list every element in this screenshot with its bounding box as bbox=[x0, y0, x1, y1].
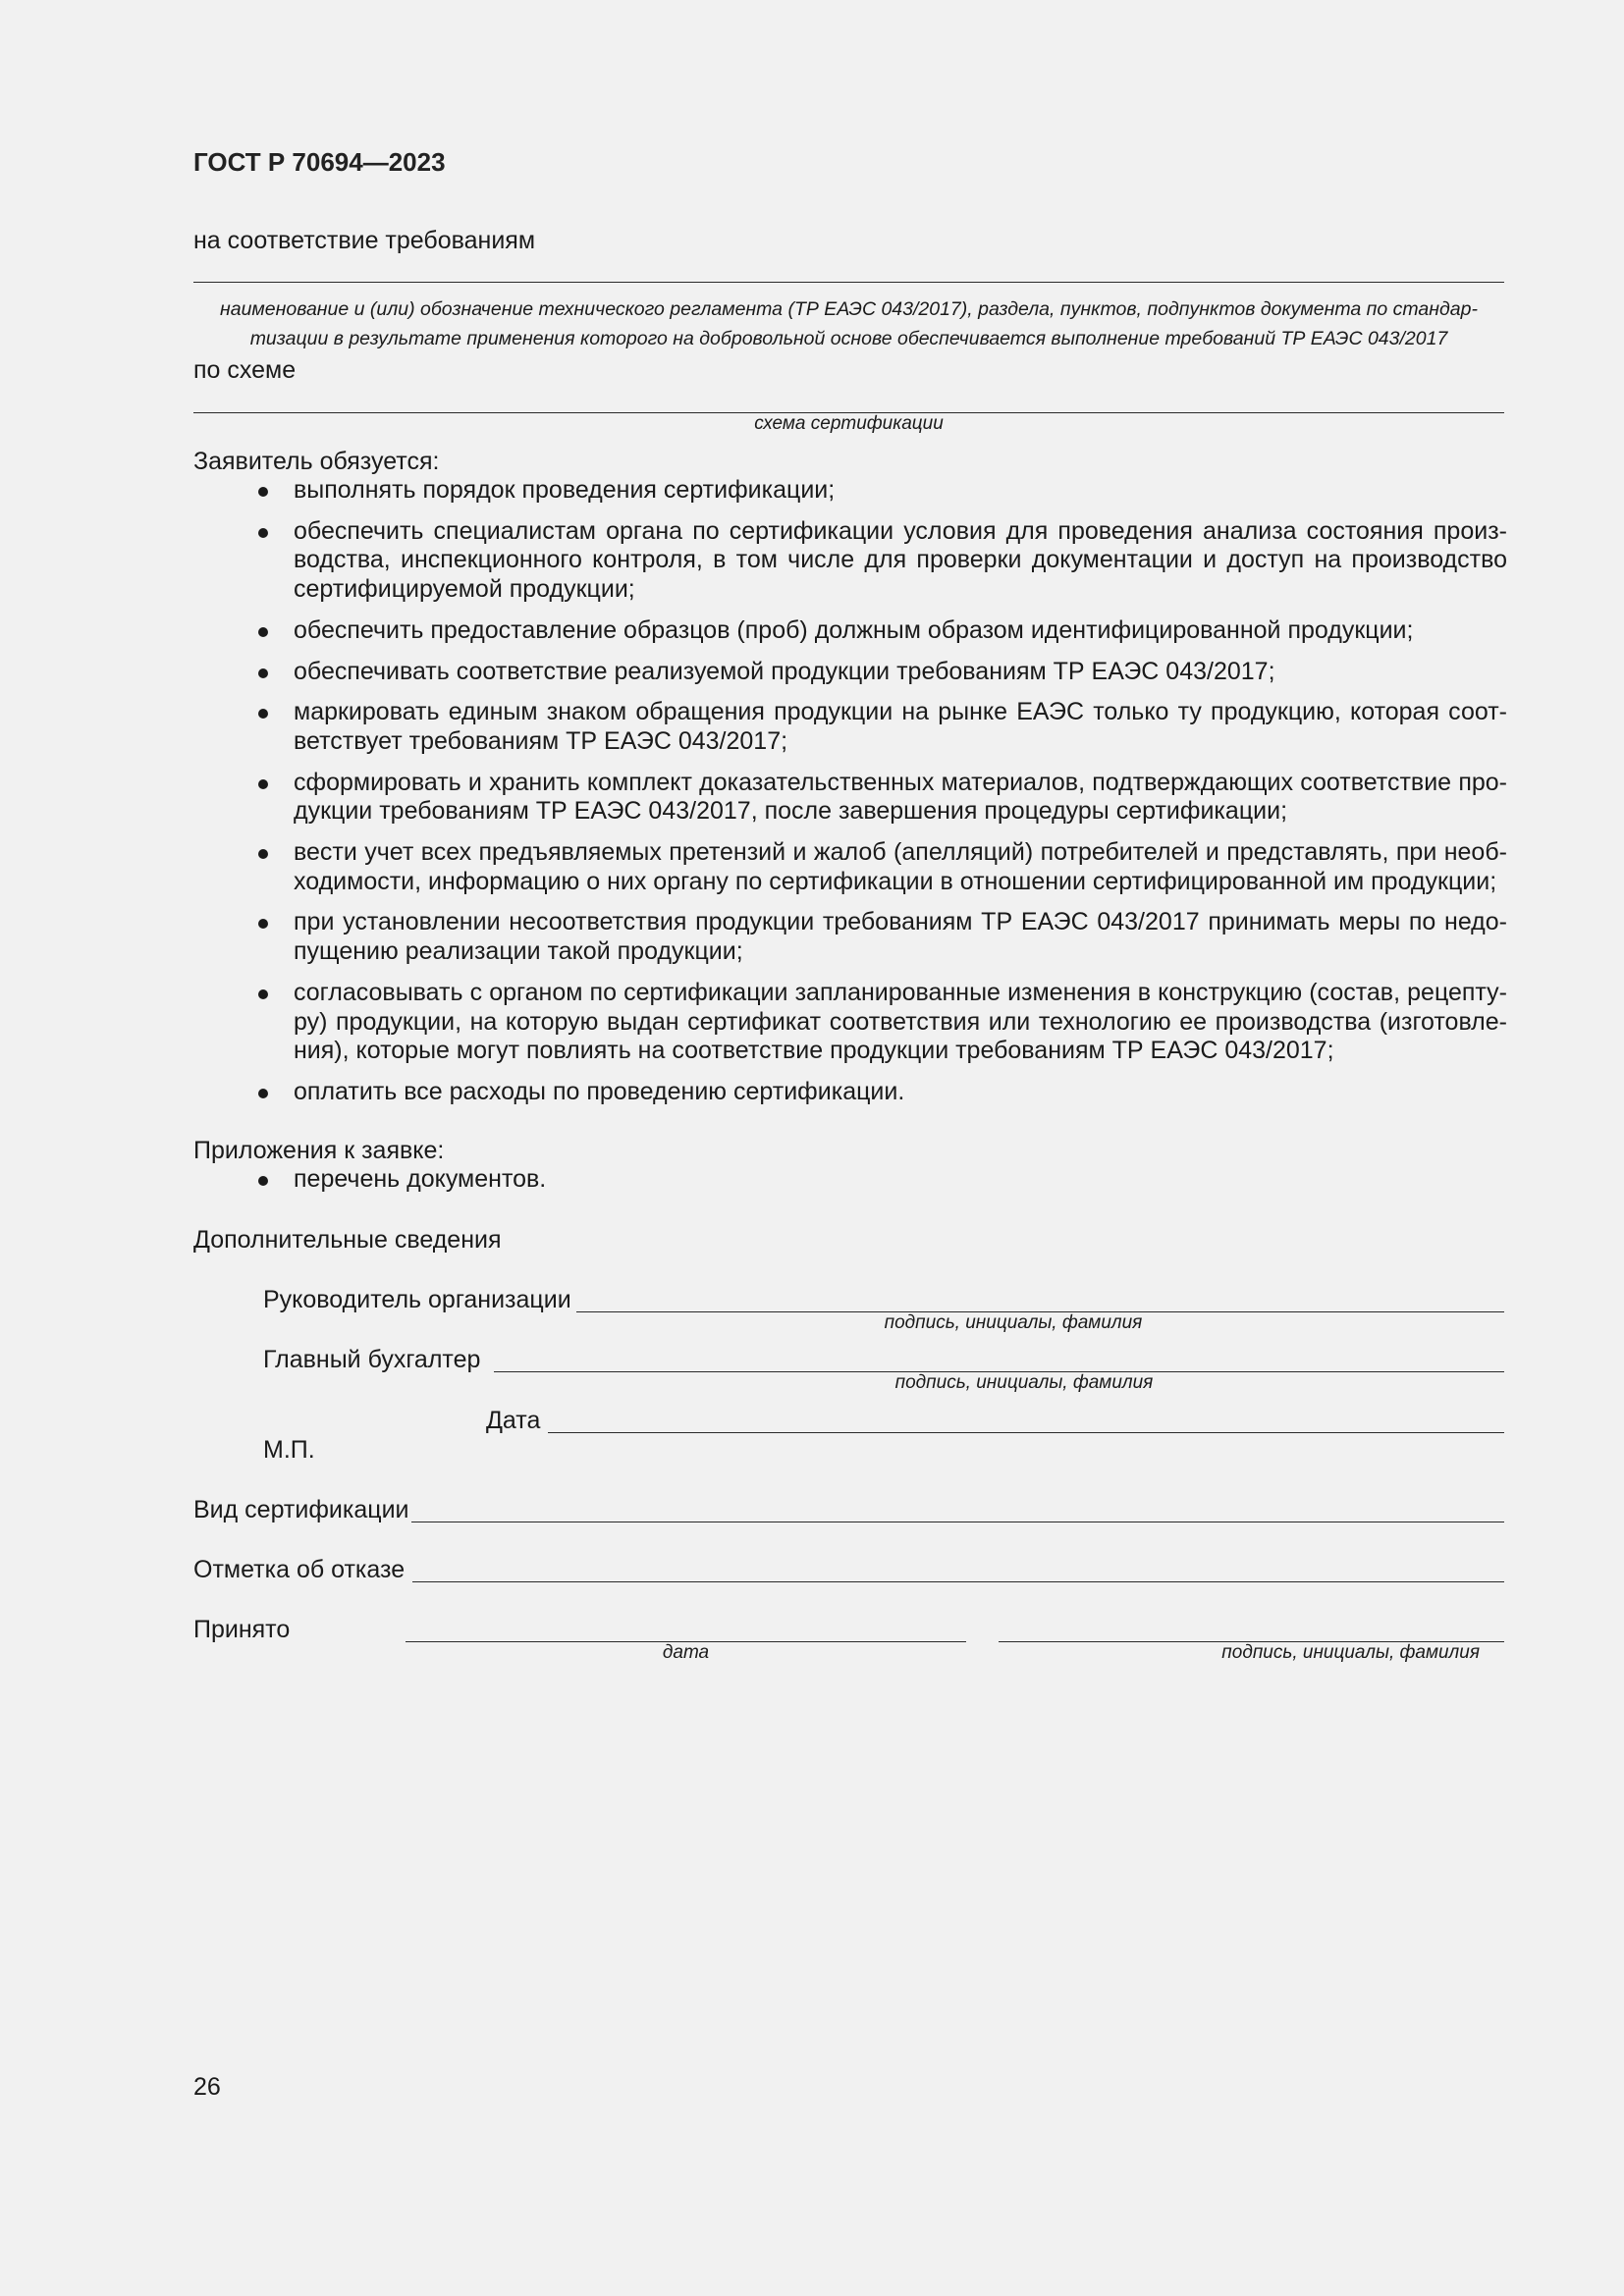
scheme-label: по схеме bbox=[193, 356, 297, 384]
refusal-mark-line[interactable] bbox=[412, 1581, 1504, 1582]
list-item: при установлении несоответствия продукции требованиям ТР ЕАЭС 043/2017 принимать меры по недопущению реализации такой продукции; bbox=[193, 908, 1507, 966]
bullet-icon bbox=[258, 779, 268, 789]
stamp-label: М.П. bbox=[263, 1436, 315, 1464]
date-field-line[interactable] bbox=[548, 1432, 1504, 1433]
refusal-mark-label: Отметка об отказе bbox=[193, 1556, 406, 1583]
bullet-icon bbox=[258, 1089, 268, 1098]
conformity-caption: наименование и (или) обозначение технического регламента (ТР ЕАЭС 043/2017), раздела, пунктов, подпунктов документа по стандартизации в результате применения которого на добровольной основе обеспечивается выполнение требований ТР ЕАЭС 043/2017 bbox=[220, 298, 1478, 349]
page-number: 26 bbox=[193, 2073, 221, 2101]
bullet-icon bbox=[258, 709, 268, 719]
bullet-icon bbox=[258, 627, 268, 637]
list-item: согласовывать с органом по сертификации запланированные изменения в конструкцию (состав, рецептуру) продукции, на которую выдан сертификат соответствия или технологию ее производства (изготовления), которые могут повлиять на соответствие продукции требованиям ТР ЕАЭС 043/2017; bbox=[193, 979, 1507, 1066]
accepted-label: Принято bbox=[193, 1616, 291, 1643]
bullet-icon bbox=[258, 849, 268, 859]
bullet-icon bbox=[258, 919, 268, 929]
bullet-icon bbox=[258, 487, 268, 497]
attachments-heading: Приложения к заявке: bbox=[193, 1137, 445, 1164]
head-of-organization-label: Руководитель организации bbox=[263, 1286, 571, 1313]
bullet-icon bbox=[258, 668, 268, 678]
attachments-list bbox=[193, 1165, 1507, 1195]
list-item: маркировать единым знаком обращения продукции на рынке ЕАЭС только ту продукцию, которая соответствует требованиям ТР ЕАЭС 043/2017; bbox=[193, 698, 1507, 756]
date-label: Дата bbox=[486, 1407, 541, 1434]
head-signature-caption: подпись, инициалы, фамилия bbox=[884, 1312, 1143, 1333]
bullet-icon bbox=[258, 1176, 268, 1186]
list-item: выполнять порядок проведения сертификации; bbox=[193, 476, 1507, 506]
conformity-field-line bbox=[193, 282, 1504, 283]
list-item: вести учет всех предъявляемых претензий и жалоб (апелляций) потребителей и представлять, при необходимости, информацию о них органу по сертификации в отношении сертифицированной им продукции; bbox=[193, 838, 1507, 896]
additional-info-label: Дополнительные сведения bbox=[193, 1226, 502, 1254]
obligations-list bbox=[193, 476, 1507, 1107]
bullet-icon bbox=[258, 528, 268, 538]
accepted-signature-caption: подпись, инициалы, фамилия bbox=[1221, 1642, 1480, 1663]
list-item: оплатить все расходы по проведению сертификации. bbox=[193, 1078, 1507, 1107]
scheme-caption: схема сертификации bbox=[754, 413, 944, 434]
list-item: обеспечить специалистам органа по сертификации условия для проведения анализа состояния производства, инспекционного контроля, в том числе для проверки документации и доступ на производство сертифицируемой продукции; bbox=[193, 517, 1507, 605]
document-code: ГОСТ Р 70694—2023 bbox=[193, 147, 446, 177]
accepted-date-caption: дата bbox=[662, 1642, 710, 1663]
obligations-heading: Заявитель обязуется: bbox=[193, 448, 440, 475]
certification-type-label: Вид сертификации bbox=[193, 1496, 409, 1523]
list-item: сформировать и хранить комплект доказательственных материалов, подтверждающих соответствие продукции требованиям ТР ЕАЭС 043/2017, после завершения процедуры сертификации; bbox=[193, 769, 1507, 827]
bullet-icon bbox=[258, 989, 268, 999]
chief-accountant-label: Главный бухгалтер bbox=[263, 1346, 481, 1373]
accountant-signature-caption: подпись, инициалы, фамилия bbox=[894, 1372, 1154, 1393]
list-item: обеспечивать соответствие реализуемой продукции требованиям ТР ЕАЭС 043/2017; bbox=[193, 658, 1507, 687]
list-item: перечень документов. bbox=[193, 1165, 1507, 1195]
list-item: обеспечить предоставление образцов (проб) должным образом идентифицированной продукции; bbox=[193, 616, 1507, 646]
conformity-label: на соответствие требованиям bbox=[193, 227, 536, 254]
